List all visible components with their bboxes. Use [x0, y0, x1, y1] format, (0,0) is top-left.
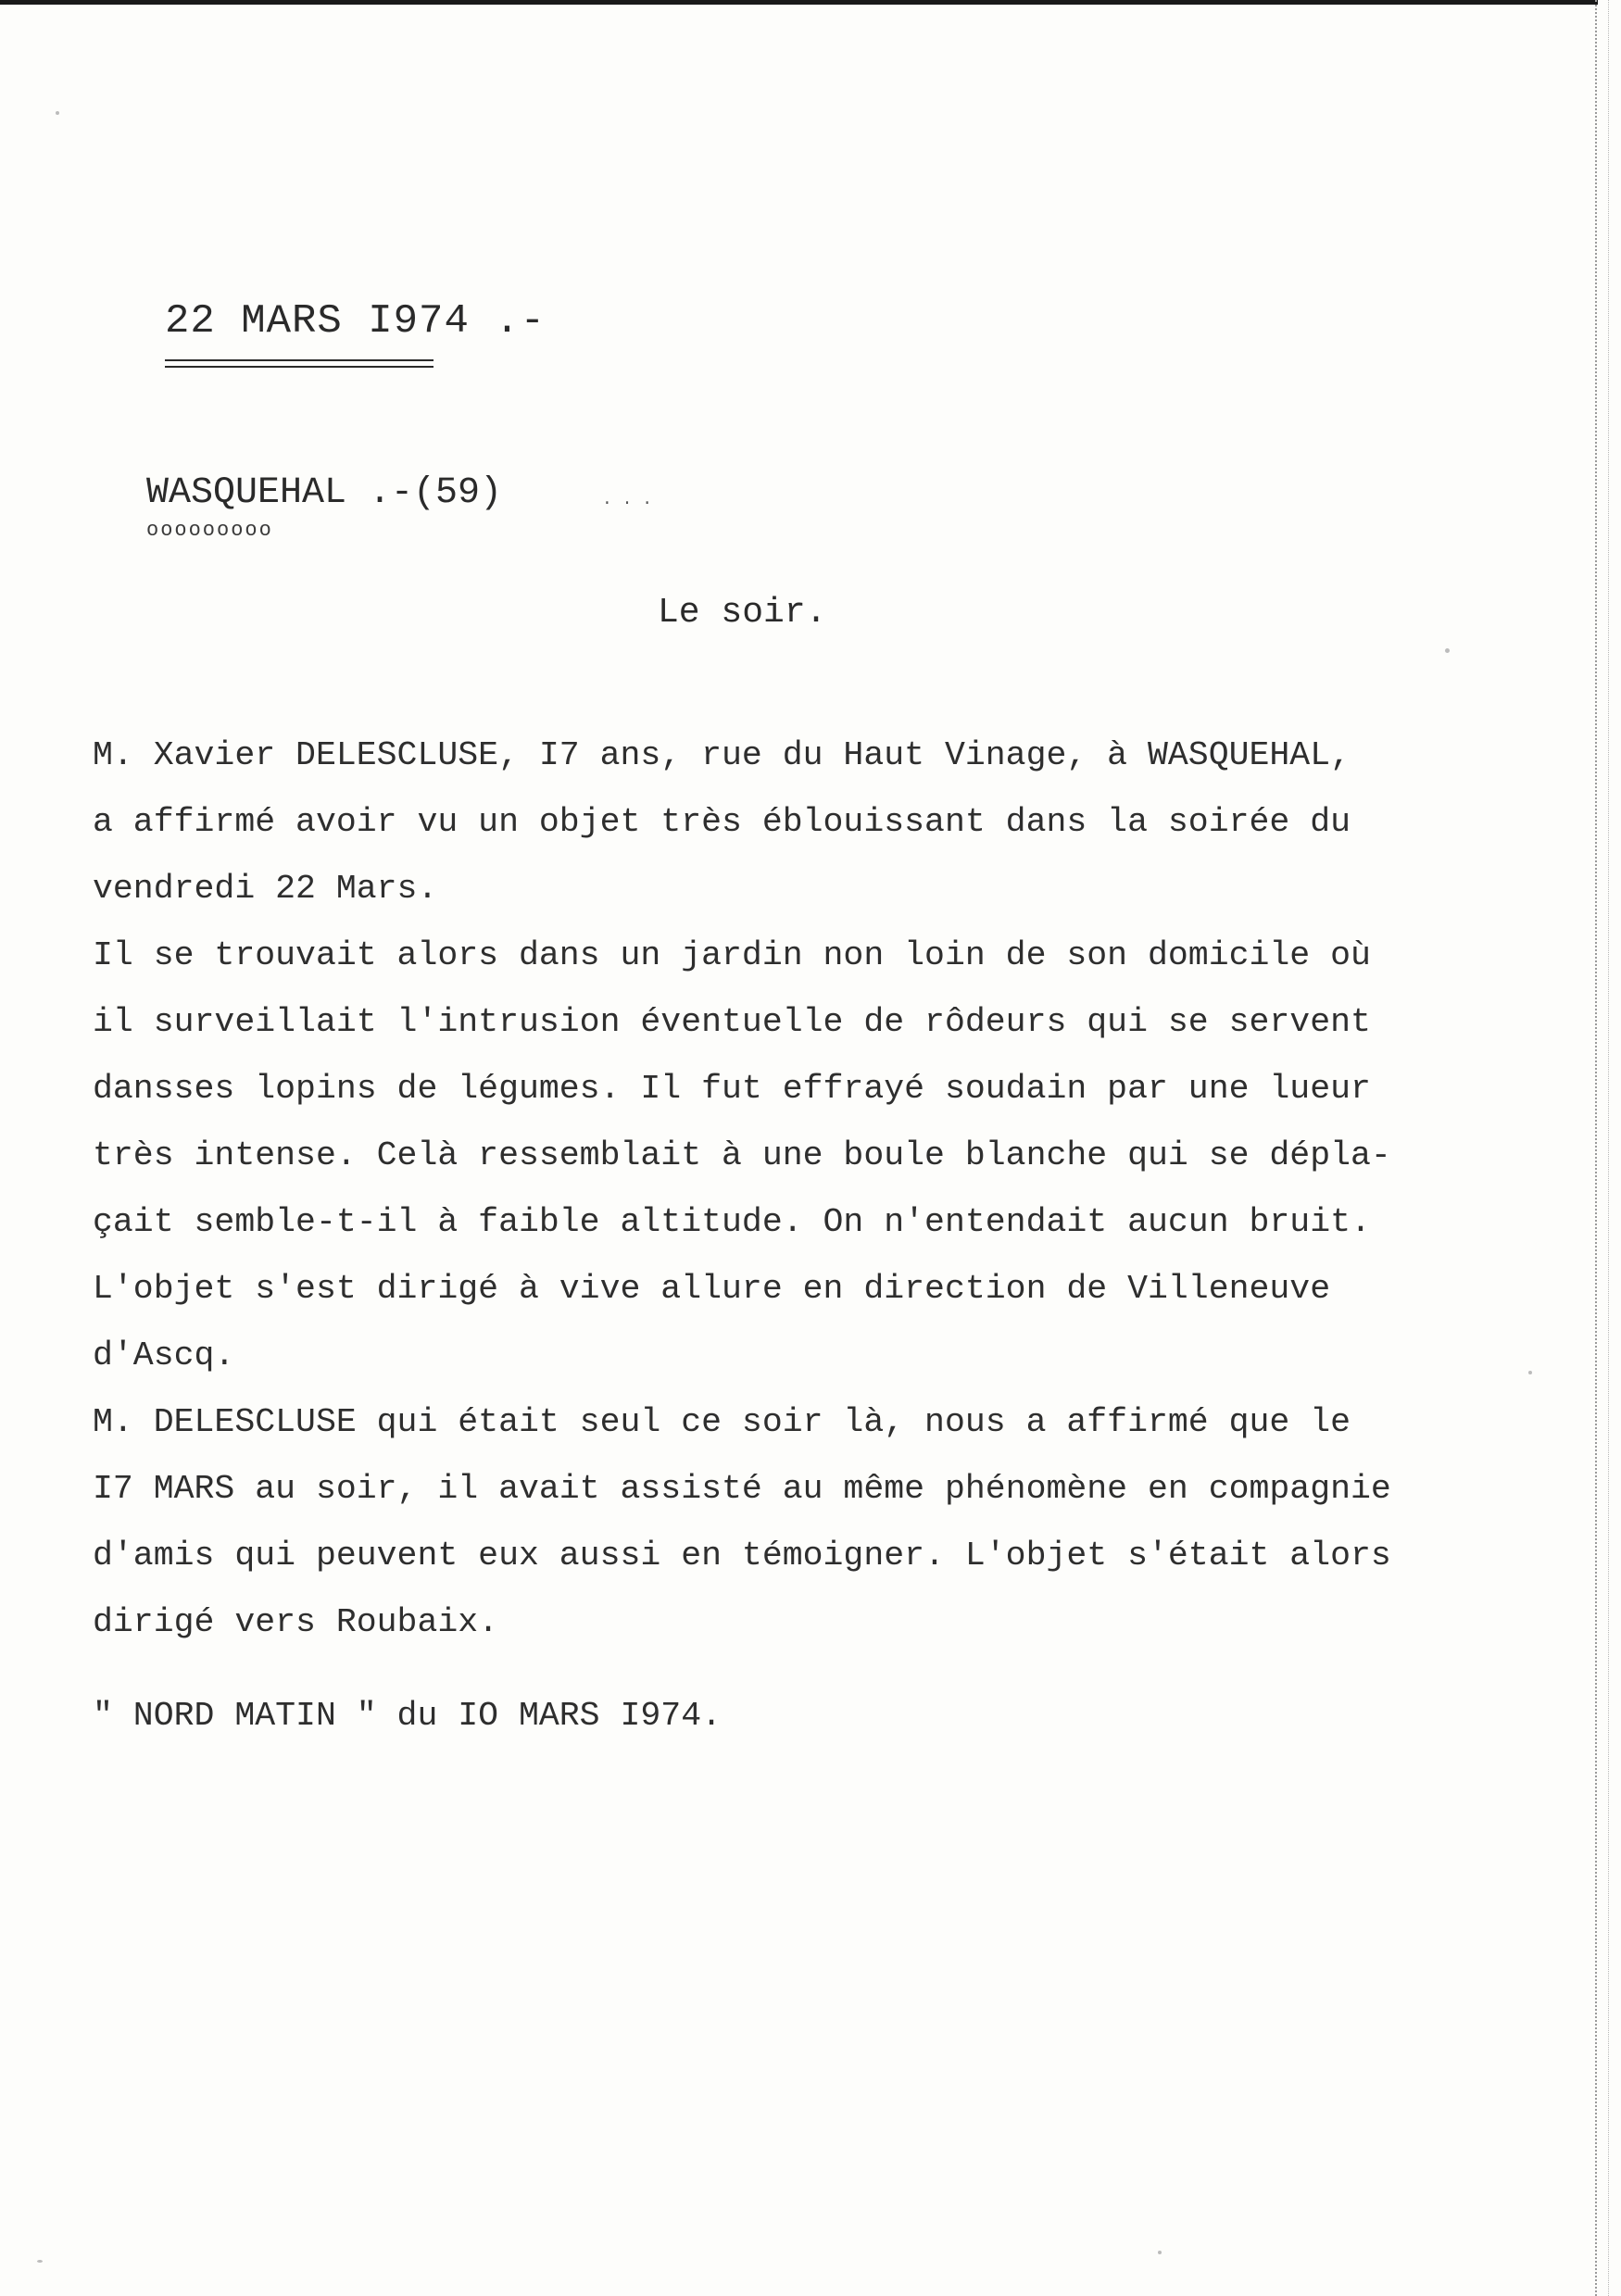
- source-citation: " NORD MATIN " du IO MARS I974.: [93, 1697, 723, 1735]
- report-line: très intense. Celà ressemblait à une boule blanche qui se dépla-: [93, 1136, 1391, 1174]
- right-scan-edge-secondary: [1608, 0, 1610, 2296]
- top-border-rule: [0, 0, 1598, 5]
- report-line: dansses lopins de légumes. Il fut effrayé soudain par une lueur: [93, 1070, 1371, 1108]
- stray-dots: . . .: [602, 491, 653, 509]
- report-line: il surveillait l'intrusion éventuelle de rôdeurs qui se servent: [93, 1003, 1371, 1041]
- scan-speck: [1528, 1371, 1532, 1374]
- report-line: M. DELESCLUSE qui était seul ce soir là, nous a affirmé que le: [93, 1403, 1351, 1441]
- report-line: Il se trouvait alors dans un jardin non loin de son domicile où: [93, 936, 1371, 974]
- time-of-day-heading: Le soir.: [658, 593, 827, 633]
- scan-speck: [1445, 648, 1450, 653]
- report-line: dirigé vers Roubaix.: [93, 1603, 499, 1641]
- report-line: I7 MARS au soir, il avait assisté au même phénomène en compagnie: [93, 1470, 1391, 1508]
- report-line: d'amis qui peuvent eux aussi en témoigner. L'objet s'était alors: [93, 1537, 1391, 1575]
- scan-speck: [37, 2260, 43, 2263]
- place-ornament: ooooooooo: [146, 519, 273, 542]
- report-line: L'objet s'est dirigé à vive allure en direction de Villeneuve: [93, 1270, 1331, 1308]
- report-body: [93, 722, 1538, 1656]
- date-heading: 22 MARS I974 .-: [165, 298, 547, 345]
- report-line: M. Xavier DELESCLUSE, I7 ans, rue du Haut Vinage, à WASQUEHAL,: [93, 736, 1351, 774]
- report-line: vendredi 22 Mars.: [93, 870, 438, 908]
- place-heading: WASQUEHAL .-(59): [146, 472, 503, 514]
- report-line: a affirmé avoir vu un objet très éblouissant dans la soirée du: [93, 803, 1351, 841]
- report-line: d'Ascq.: [93, 1336, 235, 1374]
- date-double-underline: [165, 359, 434, 368]
- scan-speck: [1158, 2251, 1162, 2254]
- right-scan-edge: [1595, 0, 1599, 2296]
- scan-speck: [56, 111, 59, 115]
- report-line: çait semble-t-il à faible altitude. On n'entendait aucun bruit.: [93, 1203, 1371, 1241]
